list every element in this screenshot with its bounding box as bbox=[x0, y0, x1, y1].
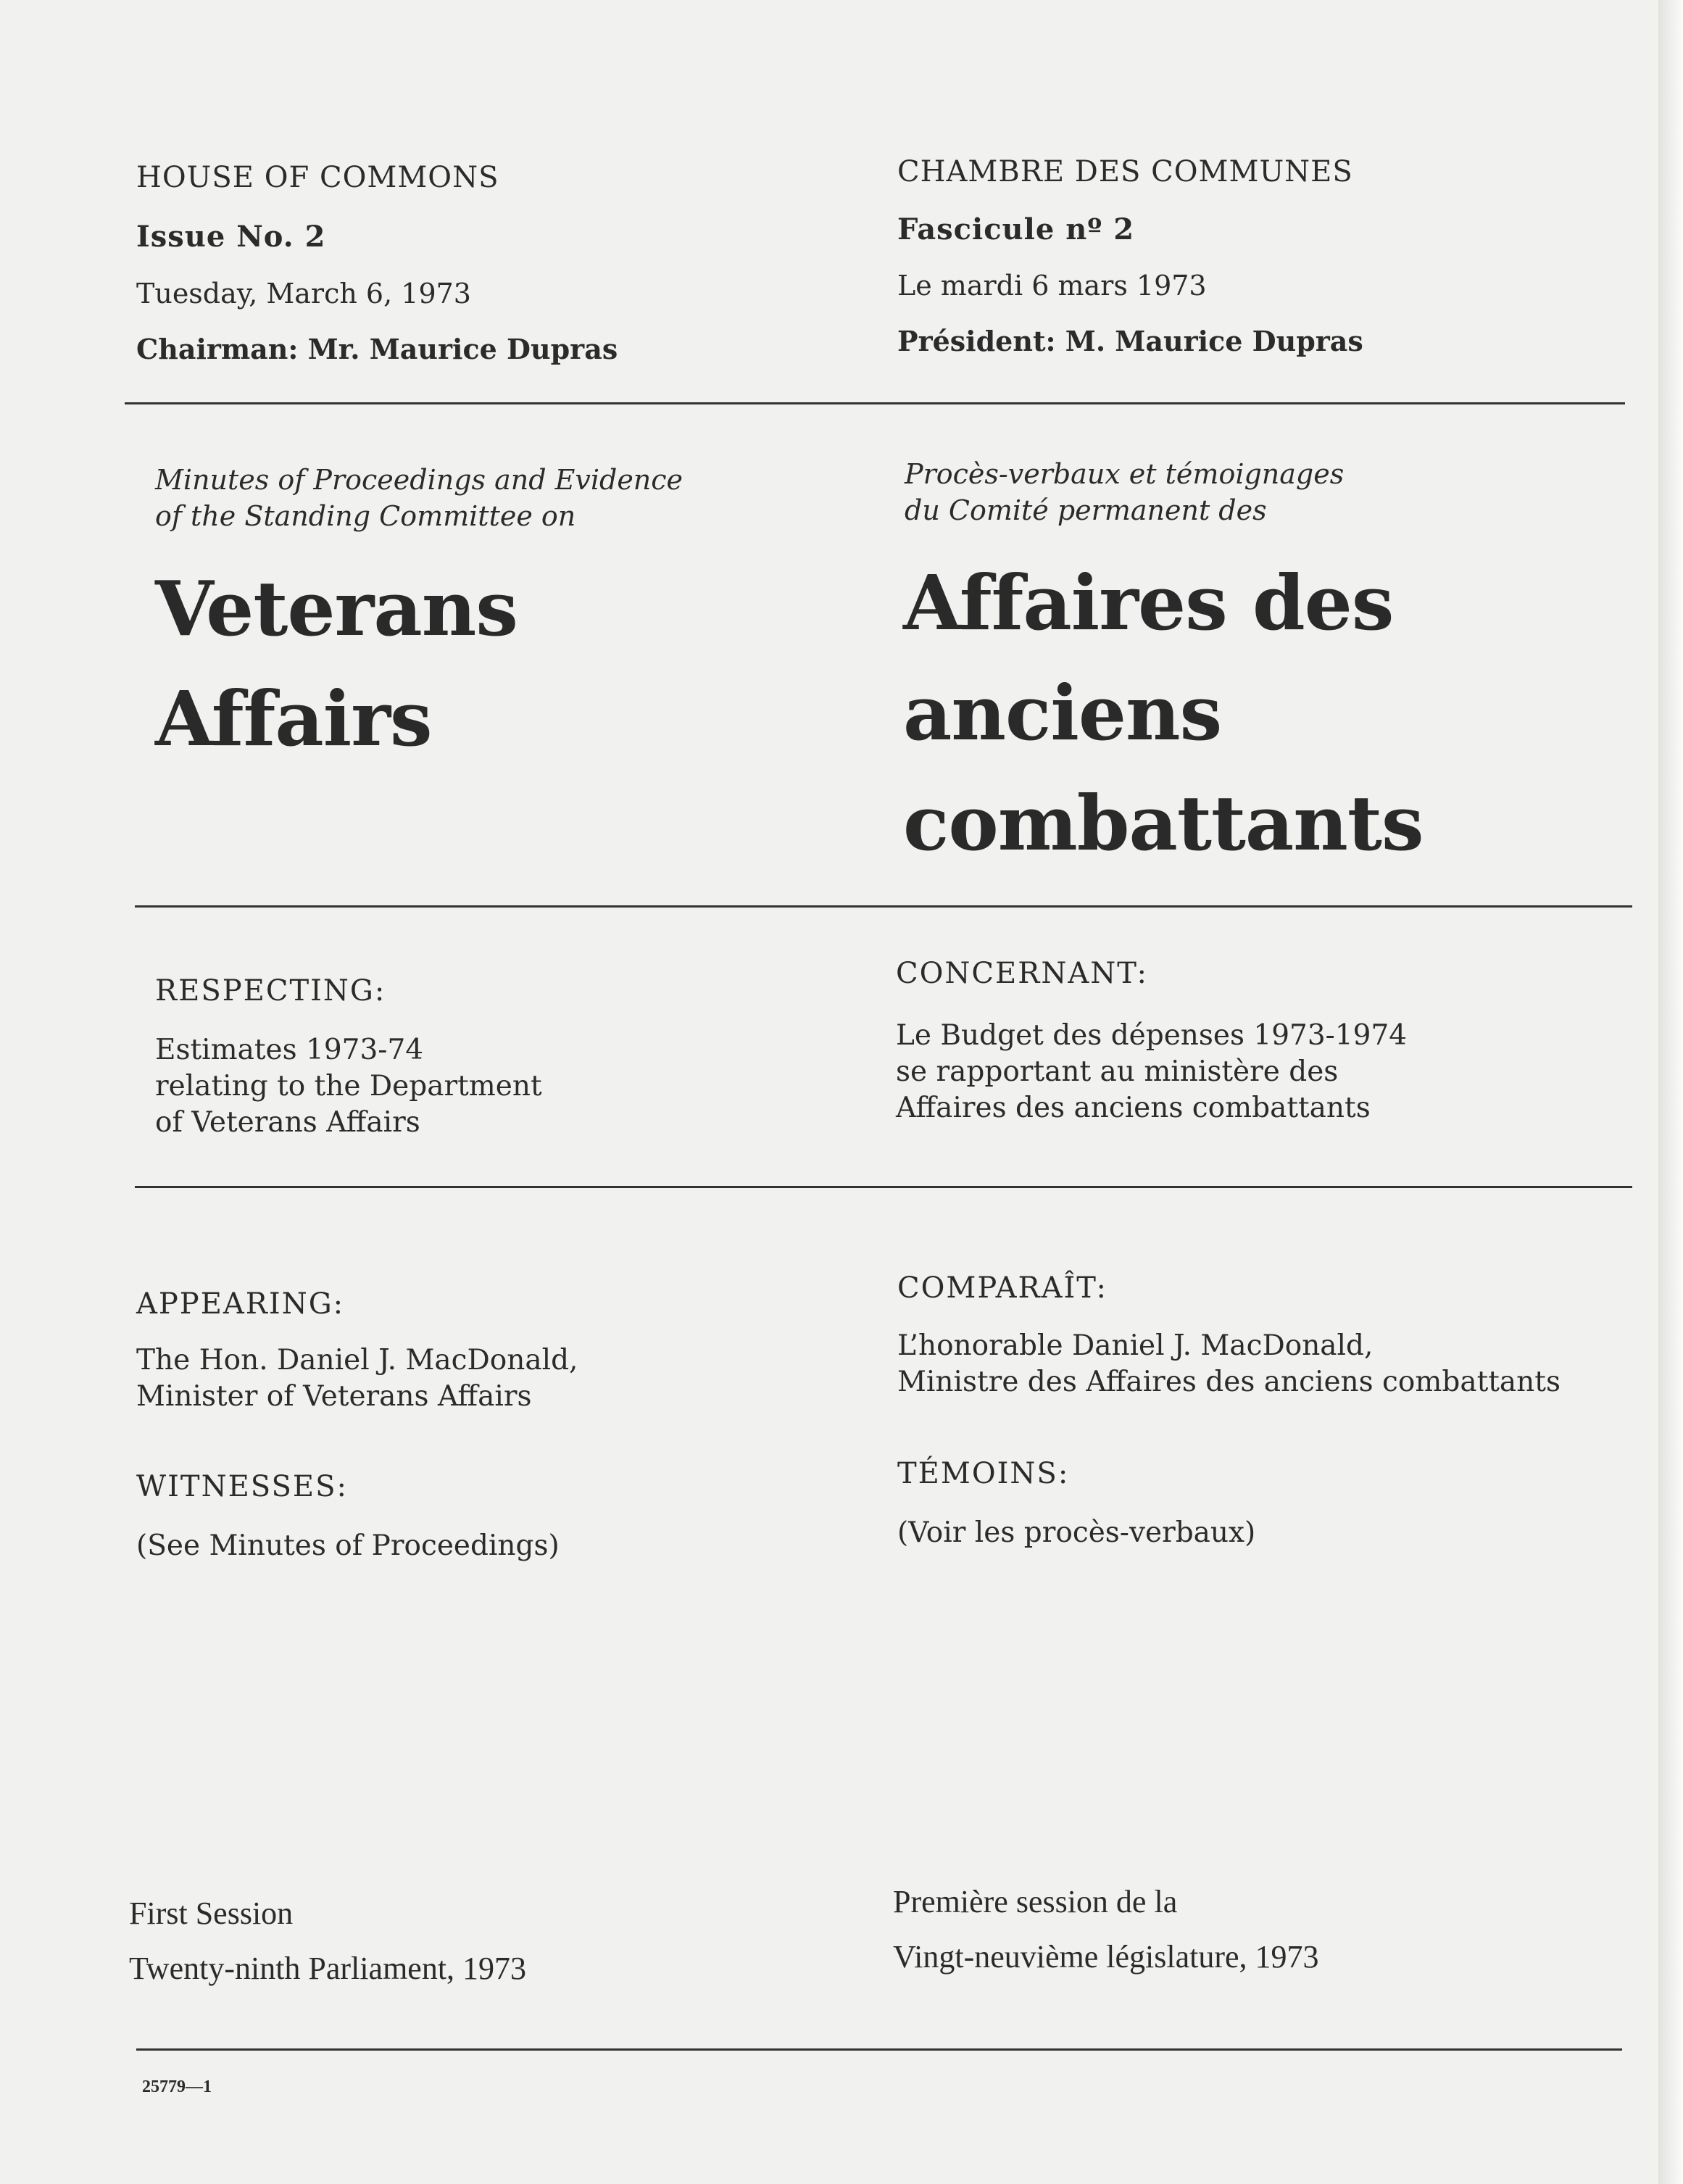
print-code: 25779—1 bbox=[142, 2077, 212, 2096]
committee-title-line2: Affairs bbox=[155, 674, 432, 763]
session-line2: Twenty-ninth Parliament, 1973 bbox=[129, 1951, 527, 1986]
french-committee-title-line2: anciens bbox=[903, 668, 1222, 757]
respecting-line1: Estimates 1973-74 bbox=[155, 1034, 424, 1066]
respecting-label: RESPECTING: bbox=[155, 974, 386, 1008]
french-committee-title-line1: Affaires des bbox=[903, 558, 1394, 647]
president-name: Président: M. Maurice Dupras bbox=[897, 325, 1363, 357]
committee-title-line1: Veterans bbox=[155, 564, 518, 653]
concernant-label: CONCERNANT: bbox=[896, 957, 1148, 990]
appearing-label: APPEARING: bbox=[136, 1287, 345, 1321]
divider-rule bbox=[136, 2048, 1622, 2051]
chairman-name: Chairman: Mr. Maurice Dupras bbox=[136, 333, 618, 365]
divider-rule bbox=[125, 402, 1625, 404]
page-edge bbox=[1658, 0, 1683, 2184]
french-session-line1: Première session de la bbox=[893, 1884, 1178, 1919]
comparait-line1: L’honorable Daniel J. MacDonald, bbox=[897, 1329, 1374, 1362]
temoins-text: (Voir les procès-verbaux) bbox=[897, 1516, 1256, 1549]
concernant-line1: Le Budget des dépenses 1973-1974 bbox=[896, 1019, 1408, 1052]
comparait-line2: Ministre des Affaires des anciens combattants bbox=[897, 1366, 1561, 1398]
witnesses-label: WITNESSES: bbox=[136, 1470, 348, 1503]
session-line1: First Session bbox=[129, 1896, 294, 1931]
chambre-des-communes-heading: CHAMBRE DES COMMUNES bbox=[897, 155, 1353, 188]
french-session-line2: Vingt-neuvième législature, 1973 bbox=[893, 1939, 1319, 1975]
meeting-date: Tuesday, March 6, 1973 bbox=[136, 278, 471, 310]
house-of-commons-heading: HOUSE OF COMMONS bbox=[136, 161, 499, 194]
minutes-subtitle-line2: of the Standing Committee on bbox=[155, 500, 576, 532]
appearing-line2: Minister of Veterans Affairs bbox=[136, 1380, 532, 1413]
temoins-label: TÉMOINS: bbox=[897, 1457, 1070, 1490]
concernant-line3: Affaires des anciens combattants bbox=[896, 1092, 1371, 1124]
french-minutes-subtitle-line2: du Comité permanent des bbox=[905, 494, 1267, 526]
concernant-line2: se rapportant au ministère des bbox=[896, 1055, 1339, 1088]
respecting-line2: relating to the Department bbox=[155, 1070, 542, 1103]
witnesses-text: (See Minutes of Proceedings) bbox=[136, 1529, 560, 1562]
divider-rule bbox=[135, 1186, 1632, 1188]
respecting-line3: of Veterans Affairs bbox=[155, 1106, 420, 1139]
comparait-label: COMPARAÎT: bbox=[897, 1271, 1108, 1305]
divider-rule bbox=[135, 905, 1632, 908]
french-meeting-date: Le mardi 6 mars 1973 bbox=[897, 270, 1207, 302]
fascicule-number: Fascicule nº 2 bbox=[897, 212, 1135, 246]
appearing-line1: The Hon. Daniel J. MacDonald, bbox=[136, 1344, 578, 1377]
minutes-subtitle-line1: Minutes of Proceedings and Evidence bbox=[155, 464, 683, 496]
french-minutes-subtitle-line1: Procès-verbaux et témoignages bbox=[905, 458, 1345, 490]
french-committee-title-line3: combattants bbox=[903, 778, 1424, 868]
issue-number: Issue No. 2 bbox=[136, 220, 326, 254]
